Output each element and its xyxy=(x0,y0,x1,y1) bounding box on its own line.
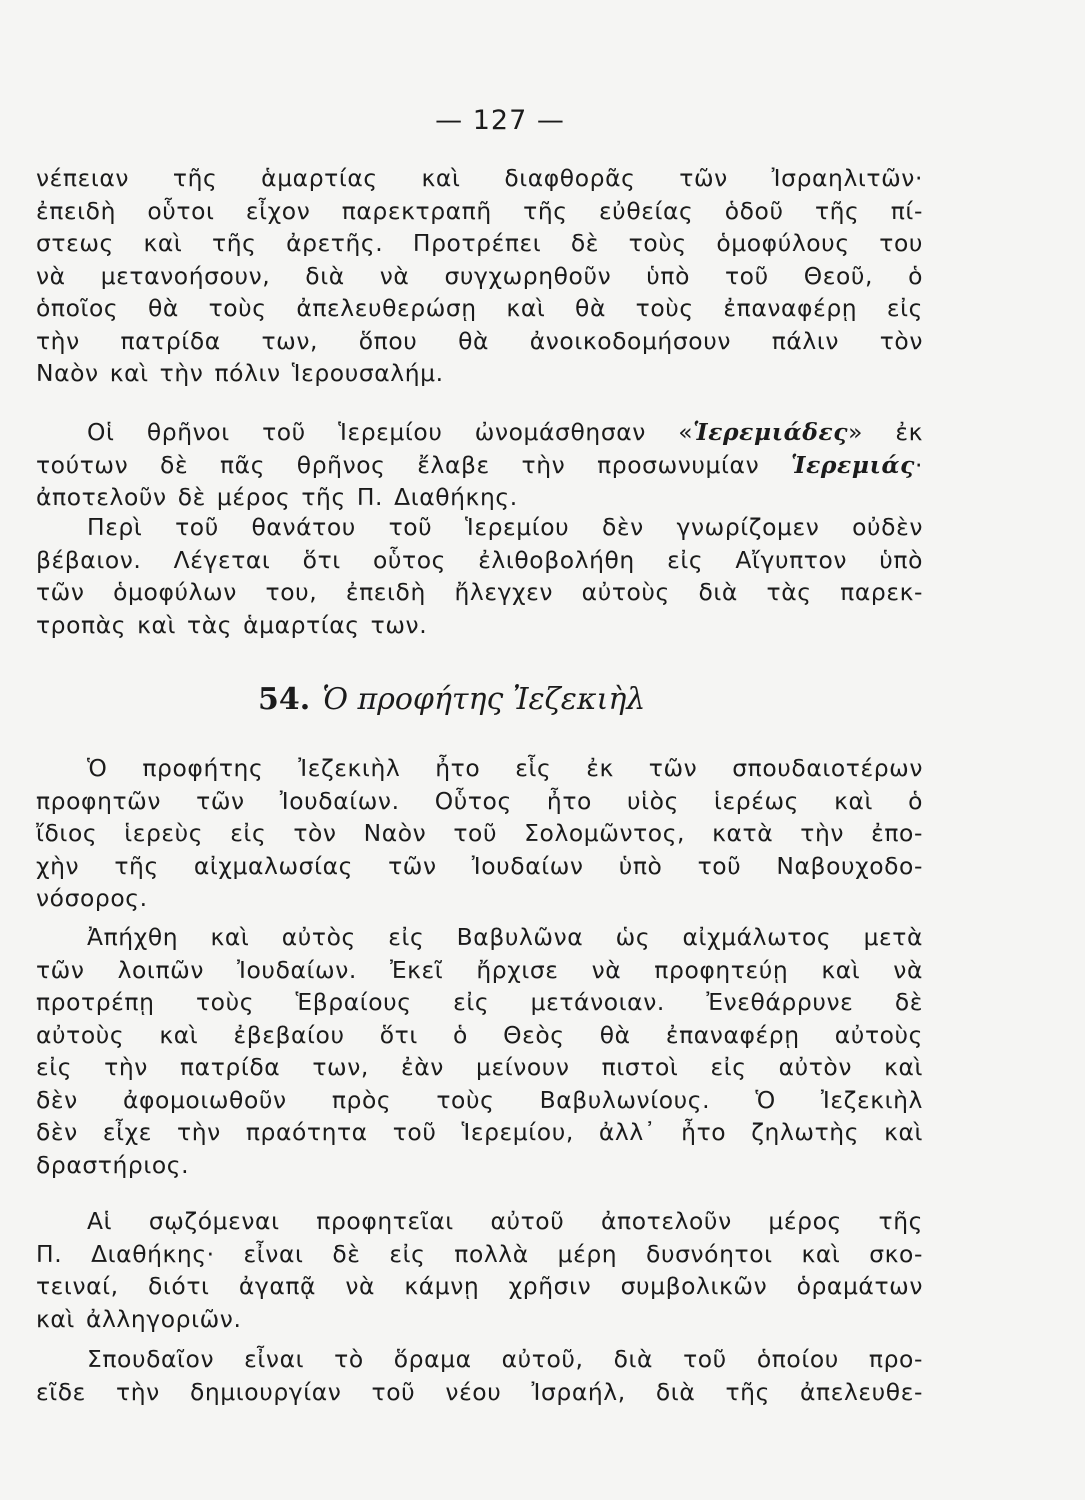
text-fragment: Οἱ θρῆνοι τοῦ Ἱερεμίου ὠνομάσθησαν « xyxy=(87,418,694,446)
text-line: προτρέπῃ τοὺς Ἑβραίους εἰς μετάνοιαν. Ἐνεθάρρυνε δὲ xyxy=(36,988,923,1016)
text-line: τὴν πατρίδα των, ὅπου θὰ ἀνοικοδομήσουν πάλιν τὸν xyxy=(36,326,923,355)
text-fragment: » ἐκ xyxy=(848,418,923,446)
paragraph-death-of-jeremiah xyxy=(36,511,923,641)
text-line: Περὶ τοῦ θανάτου τοῦ Ἱερεμίου δὲν γνωρίζομεν οὐδὲν xyxy=(87,513,923,541)
text-line: εῖδε τὴν δημιουργίαν τοῦ νέου Ἰσραήλ, διὰ τῆς ἀπελευθε- xyxy=(36,1377,923,1406)
text-line: αὐτοὺς καὶ ἐβεβαίου ὅτι ὁ Θεὸς θὰ ἐπαναφέρῃ αὐτοὺς xyxy=(36,1020,923,1049)
text-line: Ἀπήχθη καὶ αὐτὸς εἰς Βαβυλῶνα ὡς αἰχμάλωτος μετὰ xyxy=(87,923,923,951)
text-line: τῶν ὁμοφύλων του, ἐπειδὴ ἤλεγχεν αὐτοὺς διὰ τὰς παρεκ- xyxy=(36,578,923,606)
text-line: Π. Διαθήκης· εἶναι δὲ εἰς πολλὰ μέρη δυσνόητοι καὶ σκο- xyxy=(36,1239,923,1268)
text-line: δὲν ἀφομοιωθοῦν πρὸς τοὺς Βαβυλωνίους. Ὁ Ἰεζεκιὴλ xyxy=(36,1085,923,1114)
text-line: χὴν τῆς αἰχμαλωσίας τῶν Ἰουδαίων ὑπὸ τοῦ Ναβουχοδο- xyxy=(36,851,923,880)
text-line: δραστήριος. xyxy=(36,1150,190,1179)
text-line: νὰ μετανοήσουν, διὰ νὰ συγχωρηθοῦν ὑπὸ τοῦ Θεοῦ, ὁ xyxy=(36,261,923,290)
section-number: 54. xyxy=(258,682,311,717)
paragraph-ezekiel-intro xyxy=(36,752,923,915)
text-line: Σπουδαῖον εἶναι τὸ ὅραμα αὐτοῦ, διὰ τοῦ ὁποίου προ- xyxy=(87,1345,923,1373)
text-line: ἐπειδὴ οὗτοι εἶχον παρεκτραπῆ τῆς εὐθείας ὁδοῦ τῆς πί- xyxy=(36,196,923,225)
text-line: τῶν λοιπῶν Ἰουδαίων. Ἐκεῖ ἤρχισε νὰ προφητεύῃ καὶ νὰ xyxy=(36,955,923,984)
text-line: βέβαιον. Λέγεται ὅτι οὗτος ἐλιθοβολήθη εἰς Αἴγυπτον ὑπὸ xyxy=(36,545,923,574)
text-line: ἴδιος ἱερεὺς εἰς τὸν Ναὸν τοῦ Σολομῶντος, κατὰ τὴν ἐπο- xyxy=(36,819,923,847)
paragraph-lamentations xyxy=(36,416,923,514)
section-title: Ὁ προφήτης Ἰεζεκιὴλ xyxy=(322,682,646,717)
text-line: εἰς τὴν πατρίδα των, ἐὰν μείνουν πιστοὶ εἰς αὐτὸν καὶ xyxy=(36,1053,923,1081)
section-heading xyxy=(0,680,1085,720)
paragraph-continuation-jeremiah xyxy=(36,162,923,390)
text-line: τειναί, διότι ἀγαπᾷ νὰ κάμνῃ χρῆσιν συμβολικῶν ὁραμάτων xyxy=(36,1272,923,1300)
text-fragment: τούτων δὲ πᾶς θρῆνος ἔλαβε τὴν προσωνυμίαν xyxy=(36,450,792,479)
text-line: στεως καὶ τῆς ἀρετῆς. Προτρέπει δὲ τοὺς ὁμοφύλους του xyxy=(36,229,923,257)
text-line: ὁποῖος θὰ τοὺς ἀπελευθερώσῃ καὶ θὰ τοὺς ἐπαναφέρῃ εἰς xyxy=(36,294,923,322)
text-line: Ὁ προφήτης Ἰεζεκιὴλ ἦτο εἷς ἐκ τῶν σπουδαιοτέρων xyxy=(87,754,923,782)
text-line: νέπειαν τῆς ἁμαρτίας καὶ διαφθορᾶς τῶν Ἰσραηλιτῶν· xyxy=(36,164,923,192)
text-line: προφητῶν τῶν Ἰουδαίων. Οὗτος ἦτο υἱὸς ἱερέως καὶ ὁ xyxy=(36,786,923,815)
text-line: καὶ ἀλληγοριῶν. xyxy=(36,1304,242,1333)
text-line: δὲν εἶχε τὴν πραότητα τοῦ Ἱερεμίου, ἀλλ᾿ ἦτο ζηλωτὴς καὶ xyxy=(36,1118,923,1146)
text-line xyxy=(36,449,923,482)
paragraph-ezekiel-vision xyxy=(36,1343,923,1408)
text-fragment: · xyxy=(914,450,923,479)
term-ieremias: Ἱερεμιάς xyxy=(791,450,915,479)
text-line: ἀποτελοῦν δὲ μέρος τῆς Π. Διαθήκης. xyxy=(36,483,518,511)
text-line: τροπὰς καὶ τὰς ἁμαρτίας των. xyxy=(36,610,428,639)
text-line: Αἱ σῳζόμεναι προφητεῖαι αὐτοῦ ἀποτελοῦν μέρος τῆς xyxy=(87,1207,923,1235)
paragraph-ezekiel-babylon xyxy=(36,921,923,1181)
text-line: νόσορος. xyxy=(36,884,148,912)
paragraph-ezekiel-prophecies xyxy=(36,1205,923,1335)
term-ieremiades: Ἱερεμιάδες xyxy=(693,418,849,446)
page-number: — 127 — xyxy=(435,105,565,136)
text-line: Ναὸν καὶ τὴν πόλιν Ἱερουσαλήμ. xyxy=(36,359,444,387)
text-line xyxy=(36,416,923,449)
